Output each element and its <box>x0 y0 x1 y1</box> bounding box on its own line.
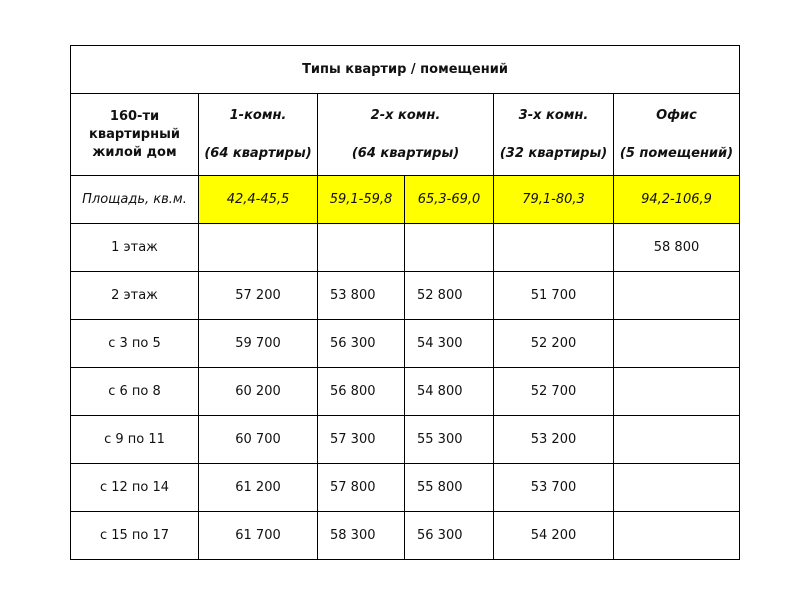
table-row <box>71 272 740 320</box>
floor-label: с 6 по 8 <box>71 368 199 416</box>
price-cell: 53 200 <box>494 416 614 464</box>
price-cell <box>318 224 405 272</box>
floor-label: с 12 по 14 <box>71 464 199 512</box>
price-cell: 54 200 <box>494 512 614 560</box>
price-cell <box>494 224 614 272</box>
price-cell <box>614 272 740 320</box>
title-row <box>71 46 740 94</box>
price-table <box>70 45 740 560</box>
type-name: 2-х комн. <box>370 107 441 123</box>
type-name: 1-комн. <box>229 107 287 123</box>
price-cell: 57 200 <box>199 272 318 320</box>
price-cell <box>614 368 740 416</box>
table-row <box>71 512 740 560</box>
table-row <box>71 368 740 416</box>
type-count: (64 квартиры) <box>351 145 460 161</box>
table-row <box>71 464 740 512</box>
floor-label: с 9 по 11 <box>71 416 199 464</box>
price-cell: 61 200 <box>199 464 318 512</box>
price-cell: 52 700 <box>494 368 614 416</box>
price-cell: 56 800 <box>318 368 405 416</box>
price-cell: 51 700 <box>494 272 614 320</box>
floor-label: с 3 по 5 <box>71 320 199 368</box>
table-row <box>71 416 740 464</box>
price-cell: 53 700 <box>494 464 614 512</box>
price-cell: 52 200 <box>494 320 614 368</box>
price-cell: 55 800 <box>405 464 494 512</box>
price-cell: 60 200 <box>199 368 318 416</box>
header-row <box>71 94 740 176</box>
area-value: 59,1-59,8 <box>318 176 405 224</box>
price-cell: 53 800 <box>318 272 405 320</box>
type-name: 3-х комн. <box>518 107 589 123</box>
type-count: (5 помещений) <box>619 145 734 161</box>
floor-label: 1 этаж <box>71 224 199 272</box>
price-cell <box>199 224 318 272</box>
table-row <box>71 224 740 272</box>
price-cell <box>614 416 740 464</box>
price-cell: 52 800 <box>405 272 494 320</box>
floor-label: с 15 по 17 <box>71 512 199 560</box>
area-value: 79,1-80,3 <box>494 176 614 224</box>
type-header-3room <box>494 94 614 176</box>
price-cell: 58 300 <box>318 512 405 560</box>
area-value: 65,3-69,0 <box>405 176 494 224</box>
type-header-2room <box>318 94 494 176</box>
type-count: (32 квартиры) <box>499 145 608 161</box>
price-cell: 60 700 <box>199 416 318 464</box>
type-count: (64 квартиры) <box>204 145 312 161</box>
price-cell <box>614 512 740 560</box>
price-cell: 57 800 <box>318 464 405 512</box>
price-cell <box>614 320 740 368</box>
price-cell: 61 700 <box>199 512 318 560</box>
type-name: Офис <box>656 107 697 123</box>
price-cell: 56 300 <box>318 320 405 368</box>
area-value: 94,2-106,9 <box>614 176 740 224</box>
table-row <box>71 320 740 368</box>
area-label: Площадь, кв.м. <box>71 176 199 224</box>
corner-header: 160-ти квартирный жилой дом <box>71 94 199 176</box>
table-title: Типы квартир / помещений <box>71 46 740 94</box>
price-cell: 54 300 <box>405 320 494 368</box>
price-cell: 55 300 <box>405 416 494 464</box>
price-cell <box>405 224 494 272</box>
floor-label: 2 этаж <box>71 272 199 320</box>
price-cell: 58 800 <box>614 224 740 272</box>
price-cell: 59 700 <box>199 320 318 368</box>
price-cell <box>614 464 740 512</box>
price-cell: 56 300 <box>405 512 494 560</box>
type-header-office <box>614 94 740 176</box>
price-cell: 57 300 <box>318 416 405 464</box>
area-value: 42,4-45,5 <box>199 176 318 224</box>
type-header-1room <box>199 94 318 176</box>
area-row <box>71 176 740 224</box>
price-cell: 54 800 <box>405 368 494 416</box>
